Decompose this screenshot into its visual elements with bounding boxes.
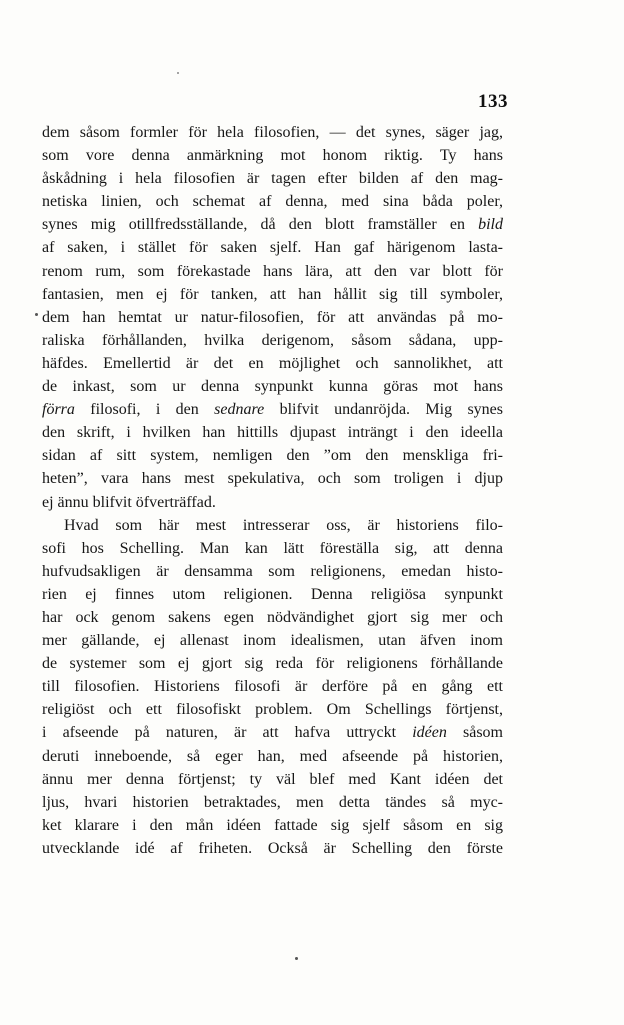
text-run: ket klarare i den mån idéen fattade sig sjelf såsom en sig <box>42 816 503 834</box>
text-line <box>42 514 503 537</box>
text-line <box>42 421 503 444</box>
text-run: häfdes. Emellertid är det en möjlighet och sannolikhet, att <box>42 354 503 372</box>
ink-speck-bottom <box>295 957 298 960</box>
text-line <box>42 491 503 514</box>
text-line <box>42 260 503 283</box>
text-line <box>42 121 503 144</box>
text-run: dem såsom formler för hela filosofien, — det synes, säger jag, <box>42 124 503 141</box>
text-run: utvecklande idé af friheten. Också är Schelling den förste <box>42 839 503 857</box>
text-run: dem han hemtat ur natur-filosofien, för att användas på mo- <box>42 308 503 326</box>
text-run: hufvudsakligen är densamma som religionens, emedan histo- <box>42 562 503 580</box>
text-run: åskådning i hela filosofien är tagen efter bilden af den mag- <box>42 170 503 188</box>
text-line <box>42 236 503 259</box>
text-run: ännu mer denna förtjenst; ty väl blef med Kant idéen det <box>42 770 503 788</box>
text-run: blifvit undanröjda. Mig synes <box>264 401 504 419</box>
text-run: ej ännu blifvit öfverträffad. <box>42 493 216 511</box>
text-run: de systemer som ej gjort sig reda för religionens förhållande <box>42 655 503 673</box>
text-line <box>42 698 503 721</box>
italic-emphasis: sednare <box>214 401 265 419</box>
text-line <box>42 398 503 421</box>
text-run: den skrift, i hvilken han hittills djupast inträngt i den ideella <box>42 424 503 442</box>
text-run: netiska linien, och schemat af denna, med sina båda poler, <box>42 193 503 211</box>
text-line <box>42 167 503 190</box>
italic-emphasis: bild <box>478 216 503 234</box>
text-run: som vore denna anmärkning mot honom riktig. Ty hans <box>42 147 503 165</box>
text-run: raliska förhållanden, hvilka derigenom, såsom sådana, upp- <box>42 331 503 349</box>
text-run: mer gällande, ej allenast inom idealismen, utan äfven inom <box>42 632 503 650</box>
text-line <box>42 745 503 768</box>
text-run: i afseende på naturen, är att hafva uttryckt <box>42 724 413 742</box>
text-line <box>42 213 503 236</box>
text-run: ljus, hvari historien betraktades, men detta tändes så myc- <box>42 793 503 811</box>
text-line <box>42 444 503 467</box>
text-line <box>42 560 503 583</box>
text-line <box>42 606 503 629</box>
text-run: rien ej finnes utom religionen. Denna religiösa synpunkt <box>42 585 503 603</box>
text-line <box>42 190 503 213</box>
italic-emphasis: idéen <box>412 724 447 742</box>
text-run: religiöst och ett filosofiskt problem. Om Schellings förtjenst, <box>42 701 503 719</box>
text-run: sidan af sitt system, nemligen den ”om den menskliga fri- <box>42 447 503 465</box>
text-line <box>42 583 503 606</box>
text-line <box>42 768 503 791</box>
text-line <box>42 306 503 329</box>
text-line <box>42 537 503 560</box>
text-run: heten”, vara hans mest spekulativa, och som troligen i djup <box>42 470 503 488</box>
ink-speck-top <box>177 72 179 74</box>
italic-emphasis: förra <box>42 401 75 419</box>
text-run: de inkast, som ur denna synpunkt kunna göras mot hans <box>42 378 503 396</box>
text-line <box>42 352 503 375</box>
text-run: såsom <box>446 724 504 742</box>
text-run: fantasien, men ej för tanken, att han hållit sig till symboler, <box>42 285 503 303</box>
text-run: Hvad som här mest intresserar oss, är historiens filo- <box>64 516 503 534</box>
text-run: har ock genom sakens egen nödvändighet gjort sig mer och <box>42 608 503 626</box>
text-line <box>42 144 503 167</box>
text-run: filosofi, i den <box>74 401 215 419</box>
text-line <box>42 375 503 398</box>
text-line <box>42 675 503 698</box>
text-line <box>42 837 503 860</box>
text-run: renom rum, som förekastade hans lära, att den var blott för <box>42 262 503 280</box>
text-line <box>42 791 503 814</box>
page-number: 133 <box>478 91 508 112</box>
text-run: deruti inneboende, så eger han, med afseende på historien, <box>42 747 503 765</box>
text-line <box>42 283 503 306</box>
text-run: af saken, i stället för saken sjelf. Han gaf härigenom lasta- <box>42 239 503 257</box>
text-run: synes mig otillfredsställande, då den blott framställer en <box>42 216 479 234</box>
text-line <box>42 721 503 744</box>
text-line <box>42 629 503 652</box>
text-line <box>42 329 503 352</box>
text-run: till filosofien. Historiens filosofi är derföre på en gång ett <box>42 678 503 696</box>
text-line <box>42 652 503 675</box>
text-line <box>42 467 503 490</box>
text-line <box>42 814 503 837</box>
ink-speck-margin <box>35 313 38 316</box>
body-text <box>42 121 503 860</box>
text-run: sofi hos Schelling. Man kan lätt föreställa sig, att denna <box>42 539 503 557</box>
